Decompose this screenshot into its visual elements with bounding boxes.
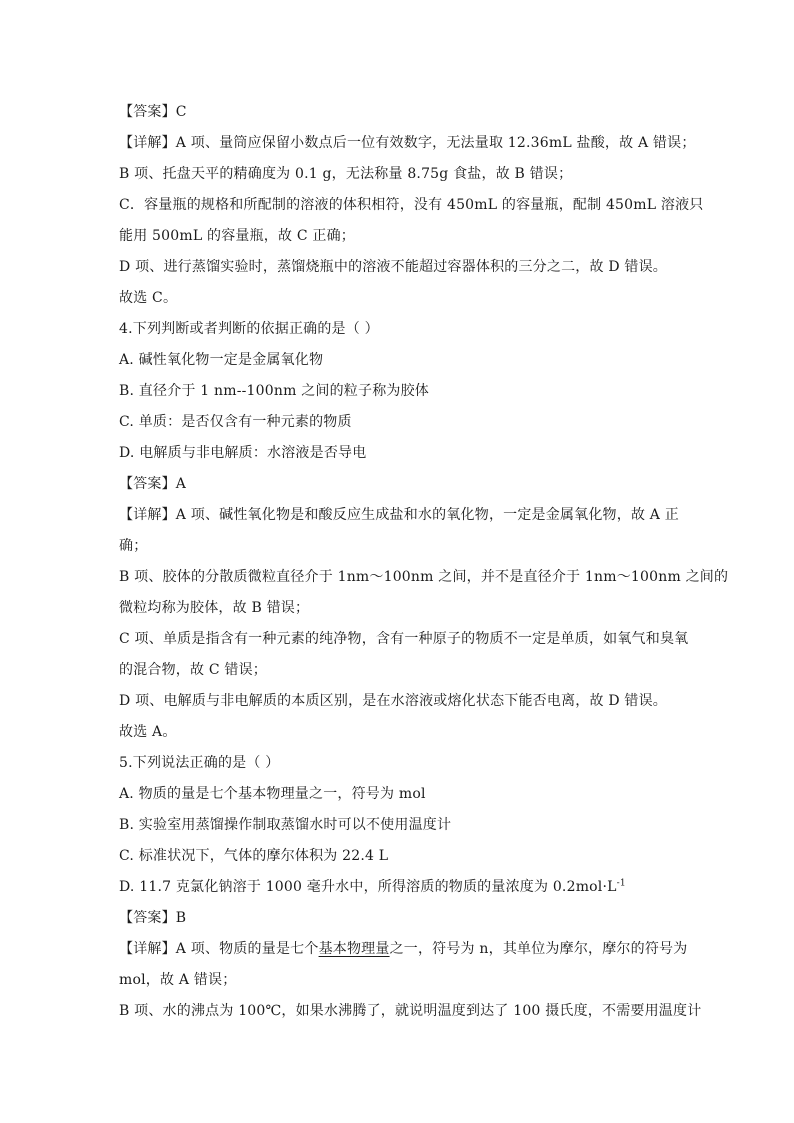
- explanation-line: B 项、水的沸点为 100℃，如果水沸腾了，就说明温度到达了 100 摄氏度，不需要用温度计: [119, 1003, 702, 1019]
- explanation-line: 【详解】A 项、量筒应保留小数点后一位有效数字，无法量取 12.36mL 盐酸，故 A 错误；: [119, 135, 696, 151]
- explanation-line: D 项、进行蒸馏实验时，蒸馏烧瓶中的溶液不能超过容器体积的三分之二，故 D 错误。: [119, 259, 667, 275]
- question-5-stem: 5.下列说法正确的是（ ）: [119, 755, 280, 771]
- answer-line: 【答案】A: [119, 476, 187, 492]
- question-5-option-d: [119, 877, 626, 897]
- answer-line: 【答案】B: [119, 910, 187, 926]
- question-4-stem: 4.下列判断或者判断的依据正确的是（ ）: [119, 321, 379, 337]
- explanation-line: 确；: [119, 538, 148, 554]
- explanation-line: D 项、电解质与非电解质的本质区别，是在水溶液或熔化状态下能否电离，故 D 错误。: [119, 693, 667, 709]
- explanation-line: [119, 939, 687, 959]
- explanation-line: B 项、托盘天平的精确度为 0.1 g，无法称量 8.75g 食盐，故 B 错误；: [119, 166, 573, 182]
- explanation-line: B 项、胶体的分散质微粒直径介于 1nm～100nm 之间，并不是直径介于 1nm～100nm 之间的: [119, 569, 729, 585]
- question-5-option-b: B. 实验室用蒸馏操作制取蒸馏水时可以不使用温度计: [119, 817, 452, 833]
- question-5-option-a: A. 物质的量是七个基本物理量之一，符号为 mol: [119, 786, 426, 802]
- question-4-option-d: D. 电解质与非电解质：水溶液是否导电: [119, 445, 367, 461]
- explanation-line: 的混合物，故 C 错误；: [119, 662, 268, 678]
- explanation-text: 之一，符号为 n，其单位为摩尔，摩尔的符号为: [389, 941, 688, 957]
- answer-line: 【答案】C: [119, 104, 187, 120]
- explanation-line: C 项、单质是指含有一种元素的纯净物，含有一种原子的物质不一定是单质，如氧气和臭氧: [119, 631, 689, 647]
- conclusion-line: 故选 C。: [119, 290, 178, 306]
- question-4-option-c: C. 单质：是否仅含有一种元素的物质: [119, 414, 352, 430]
- question-5-option-c: C. 标准状况下，气体的摩尔体积为 22.4 L: [119, 848, 389, 864]
- explanation-line: mol，故 A 错误；: [119, 972, 237, 988]
- question-4-option-a: A. 碱性氧化物一定是金属氧化物: [119, 352, 324, 368]
- explanation-line: C．容量瓶的规格和所配制的溶液的体积相符，没有 450mL 的容量瓶，配制 450mL 溶液只: [119, 197, 704, 213]
- question-4-option-b: B. 直径介于 1 nm--100nm 之间的粒子称为胶体: [119, 383, 430, 399]
- explanation-line: 能用 500mL 的容量瓶，故 C 正确；: [119, 228, 356, 244]
- option-d-text: D. 11.7 克氯化钠溶于 1000 毫升水中，所得溶质的物质的量浓度为 0.2mol·L: [119, 879, 617, 895]
- explanation-text: 【详解】A 项、物质的量是七个: [119, 941, 319, 957]
- explanation-line: 微粒均称为胶体，故 B 错误；: [119, 600, 310, 616]
- explanation-line: 【详解】A 项、碱性氧化物是和酸反应生成盐和水的氧化物，一定是金属氧化物，故 A 正: [119, 507, 679, 523]
- superscript-minus-one: -1: [616, 878, 626, 889]
- conclusion-line: 故选 A。: [119, 724, 177, 740]
- underlined-term: 基本物理量: [318, 941, 390, 957]
